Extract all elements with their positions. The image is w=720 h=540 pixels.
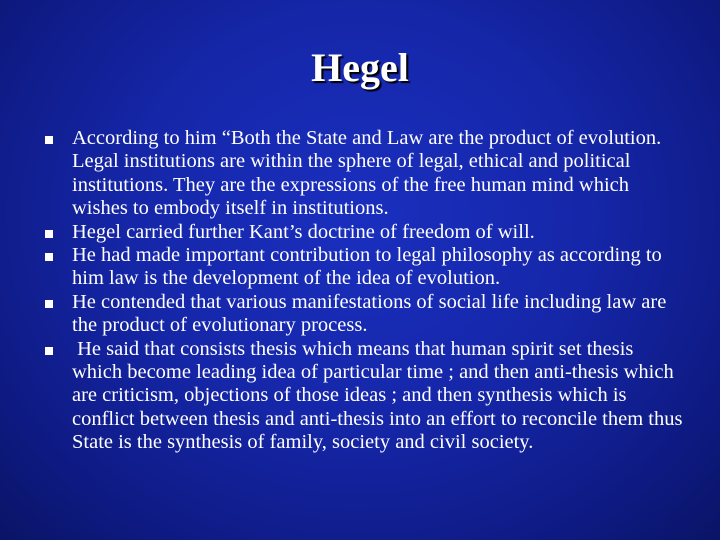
- square-bullet-icon: [45, 253, 53, 261]
- bullet-text: Hegel carried further Kant’s doctrine of freedom of will.: [72, 220, 535, 243]
- list-item: [45, 127, 685, 221]
- square-bullet-icon: [45, 230, 53, 238]
- list-item: [45, 337, 688, 455]
- list-item: [45, 221, 685, 244]
- bullet-text: He said that consists thesis which means that human spirit set thesis which become leading idea of particular time ; and then anti-thesis which are criticism, objections of those ideas ; and then synthesis which is conflict between thesis and anti-thesis into an effort to reconcile them thus State is the synthesis of family, society and civil society.: [72, 337, 688, 454]
- slide-title: Hegel: [311, 45, 409, 90]
- bullet-list: [45, 127, 688, 455]
- list-item: [45, 291, 685, 338]
- bullet-text: According to him “Both the State and Law are the product of evolution. Legal institutions are within the sphere of legal, ethical and political institutions. They are the expressions of the free human mind which wishes to embody itself in institutions.: [72, 127, 662, 220]
- square-bullet-icon: [45, 300, 53, 308]
- square-bullet-icon: [45, 136, 53, 144]
- bullet-text: He contended that various manifestations of social life including law are the product of evolutionary process.: [72, 290, 667, 337]
- bullet-text: He had made important contribution to legal philosophy as according to him law is the development of the idea of evolution.: [72, 244, 662, 290]
- list-item: [45, 244, 685, 291]
- square-bullet-icon: [45, 347, 53, 355]
